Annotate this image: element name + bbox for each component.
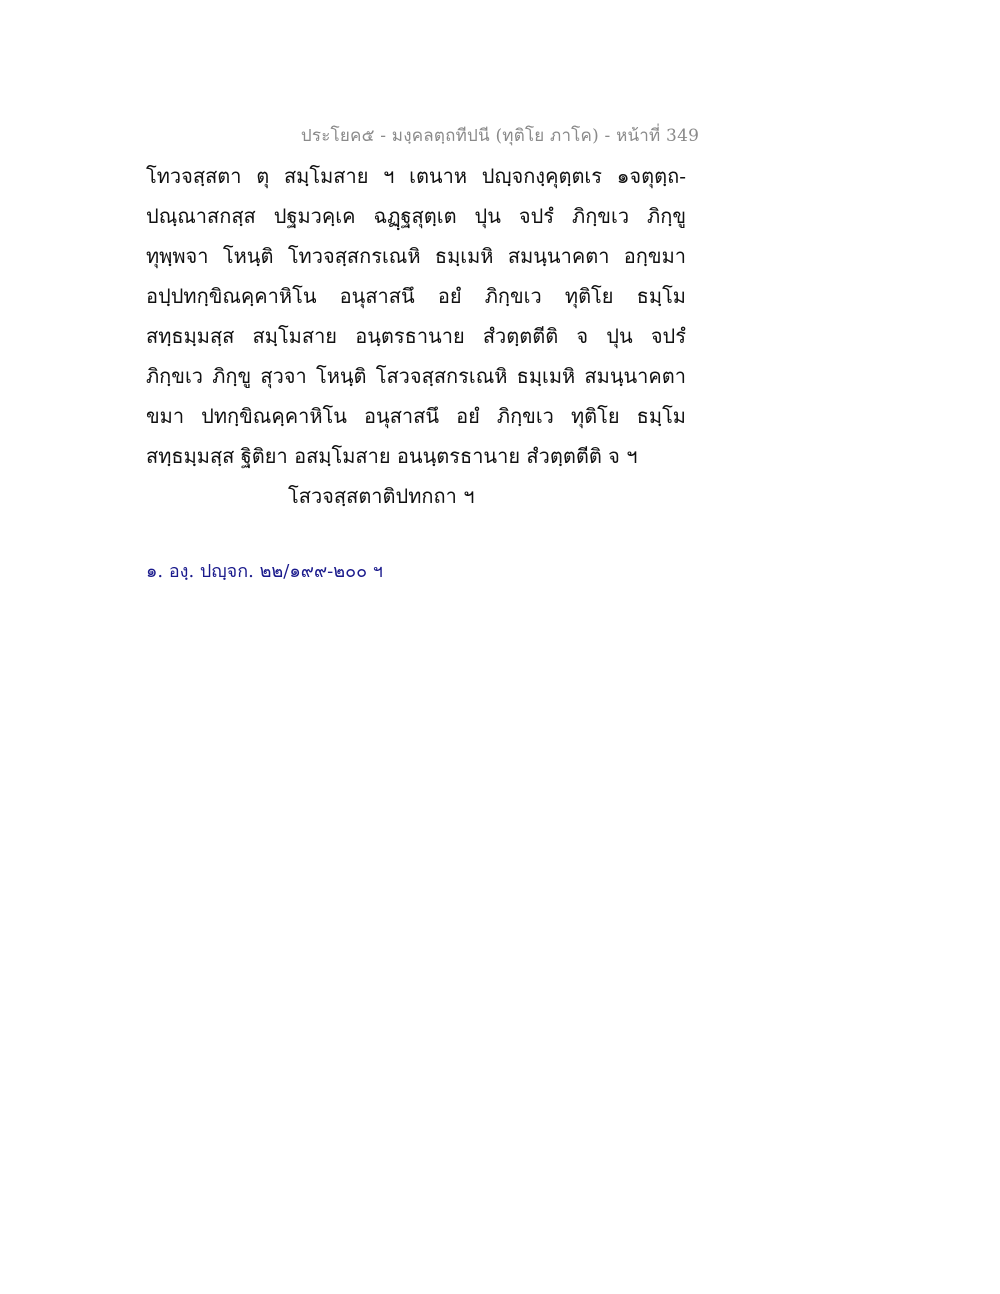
text-line: อปฺปทกฺขิณคฺคาหิโน อนุสาสนึ อยํ ภิกฺขเว ทุติโย ธมฺโม	[146, 284, 686, 308]
main-text	[146, 156, 686, 516]
text-line: ปณฺณาสกสฺส ปฐมวคฺเค ฉฏฺฐสุตฺเต ปุน จปรํ ภิกฺขเว ภิกฺขู	[146, 204, 686, 228]
text-line: สทฺธมฺมสฺส สมฺโมสาย อนฺตรธานาย สํวตฺตตีติ จ ปุน จปรํ	[146, 324, 686, 348]
text-line: สทฺธมฺมสฺส ฐิติยา อสมฺโมสาย อนนฺตรธานาย สํวตฺตตีติ จ ฯ	[146, 444, 638, 468]
section-end-title: โสวจสฺสตาติปทกถา ฯ	[288, 484, 475, 508]
running-head: ประโยค๕ - มงฺคลตฺถทีปนี (ทุติโย ภาโค) - หน้าที่ 349	[300, 126, 700, 146]
footnote: ๑. องฺ. ปญฺจก. ๒๒/๑๙๙-๒๐๐ ฯ	[146, 561, 383, 582]
text-line: ภิกฺขเว ภิกฺขู สุวจา โหนฺติ โสวจสฺสกรเณหิ ธมฺเมหิ สมนฺนาคตา	[146, 364, 686, 388]
text-line: ขมา ปทกฺขิณคฺคาหิโน อนุสาสนึ อยํ ภิกฺขเว ทุติโย ธมฺโม	[146, 404, 686, 428]
text-line: ทุพฺพจา โหนฺติ โทวจสฺสกรเณหิ ธมฺเมหิ สมนฺนาคตา อกฺขมา	[146, 244, 686, 268]
text-line: โทวจสฺสตา ตุ สมฺโมสาย ฯ เตนาห ปญฺจกงฺคุตฺตเร ๑จตุตฺถ-	[146, 164, 686, 188]
